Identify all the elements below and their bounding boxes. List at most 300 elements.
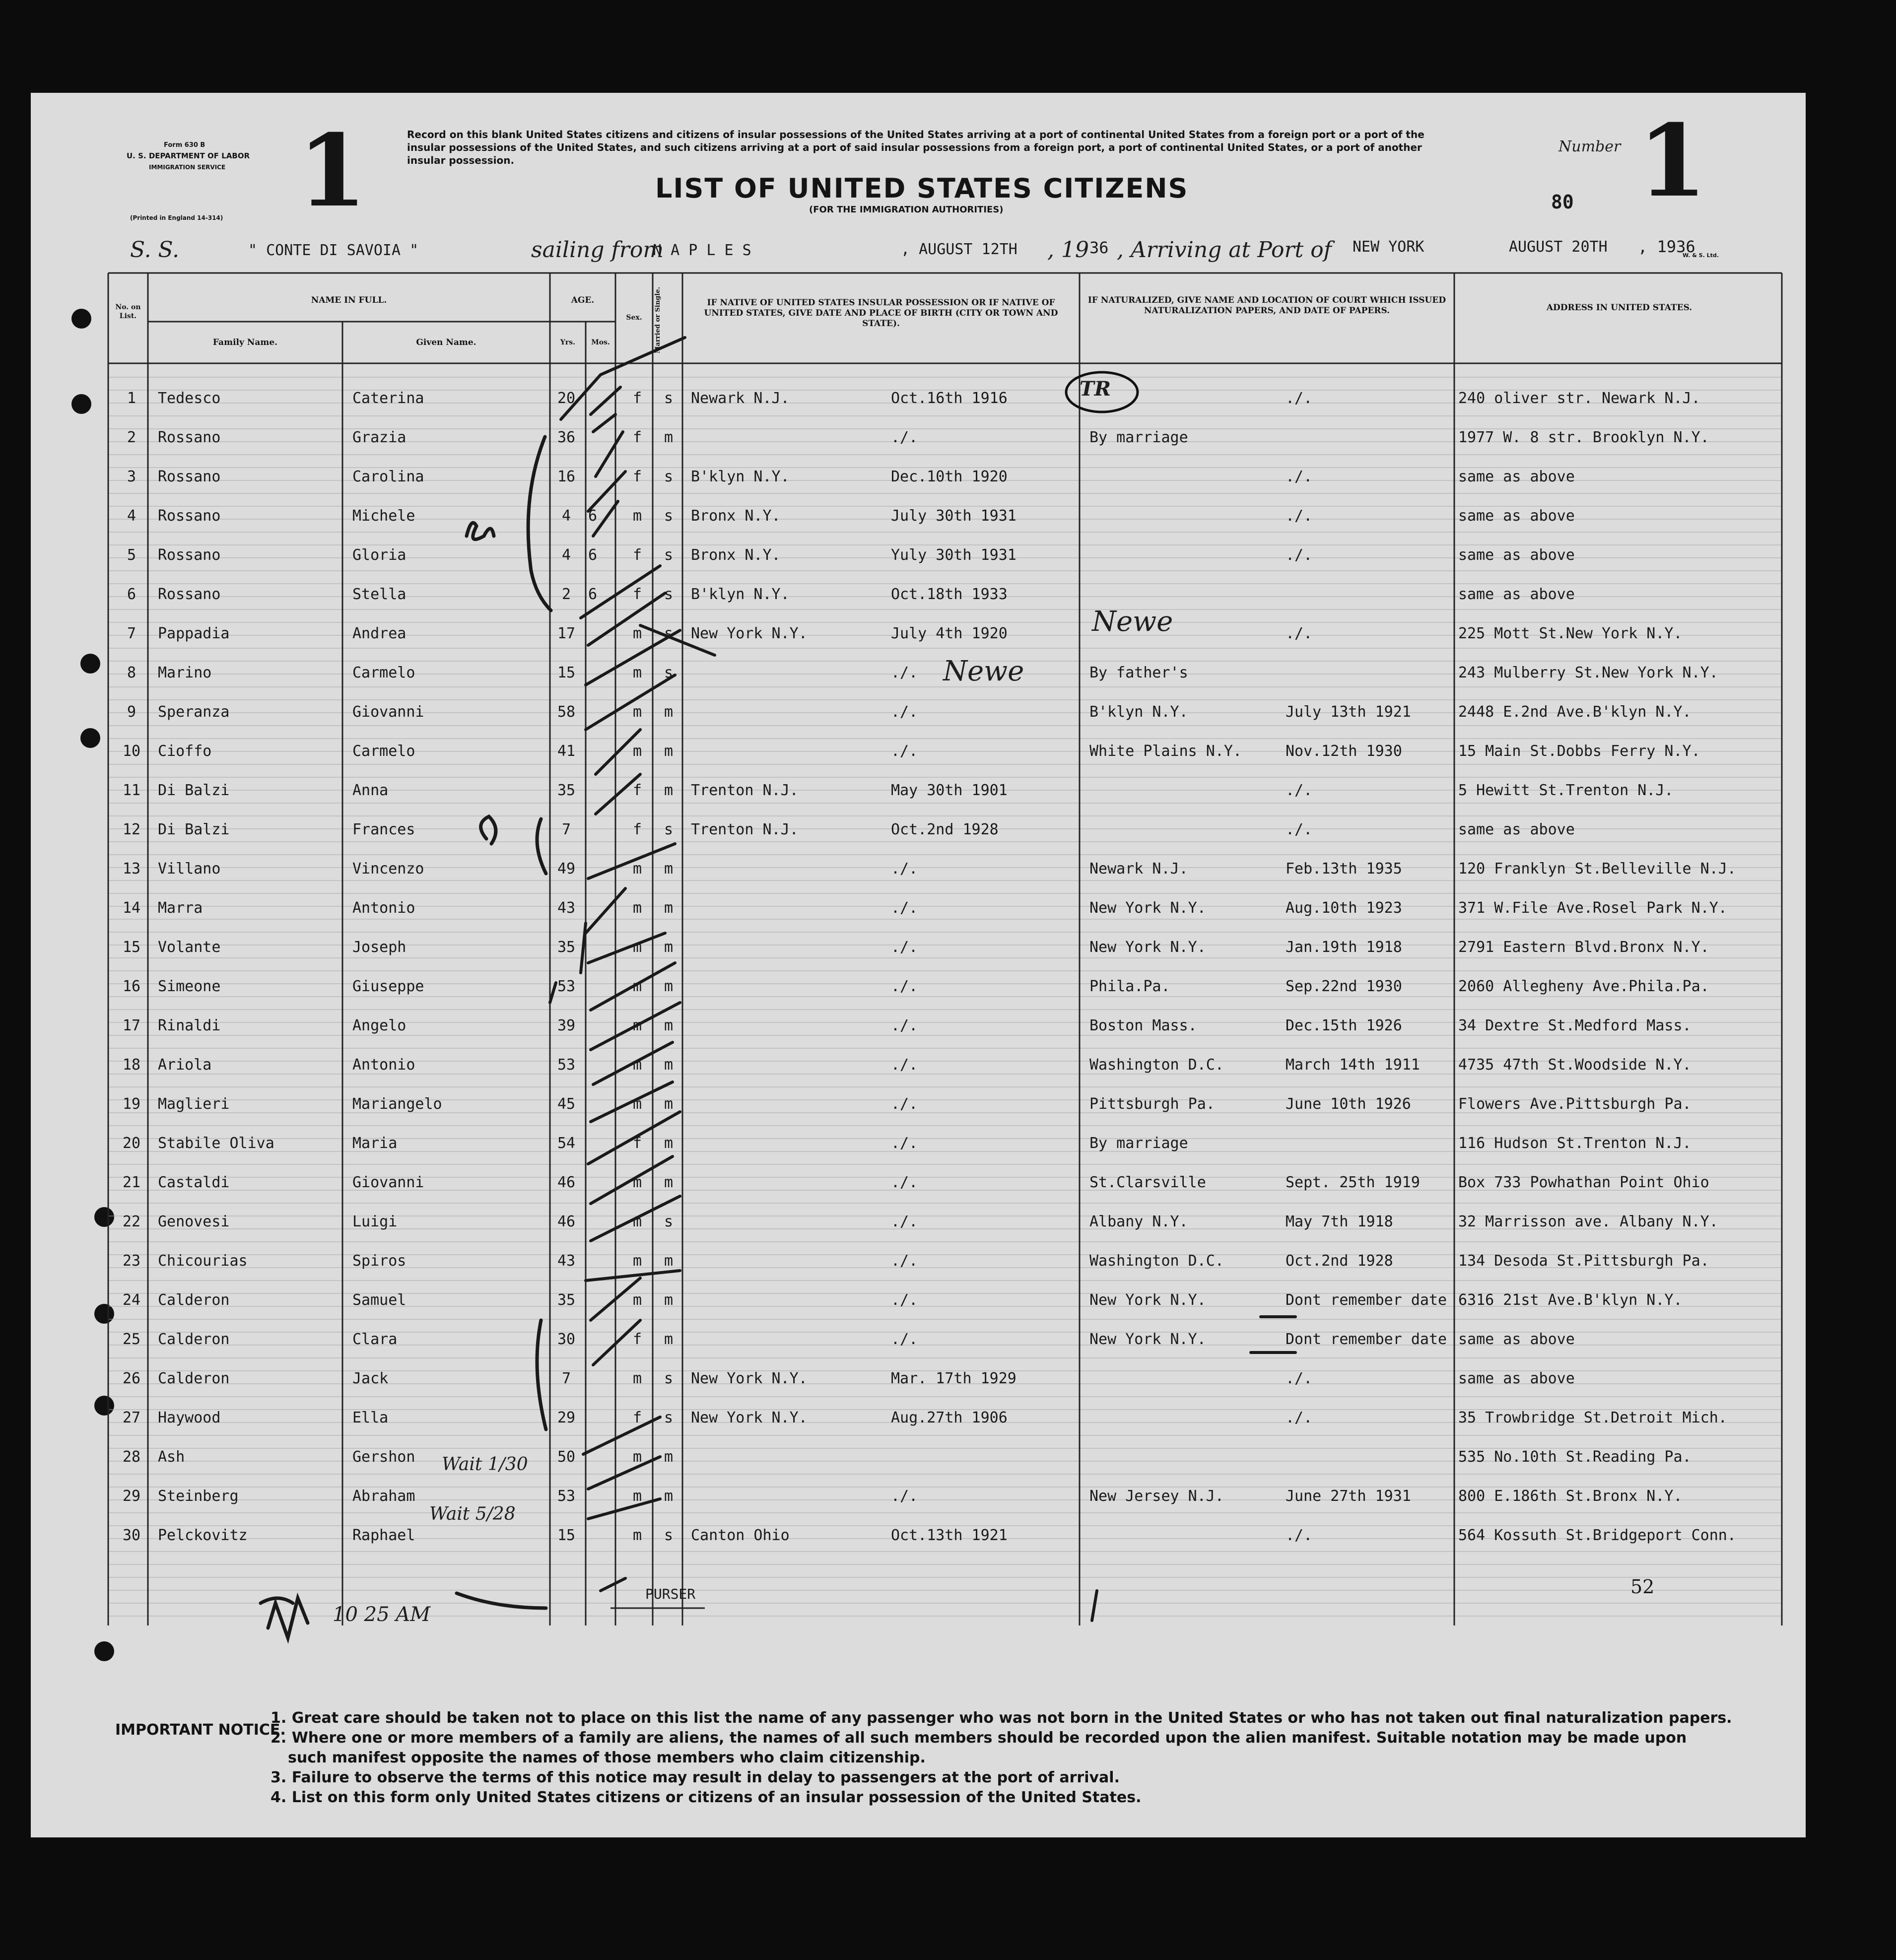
age-years: 4 [561, 507, 571, 525]
table-row [0, 1090, 1896, 1129]
us-address: Box 733 Powhathan Point Ohio [1458, 1174, 1709, 1191]
family-name: Rossano [158, 429, 221, 446]
age-months: 6 [588, 586, 598, 603]
sex: m [633, 860, 642, 878]
entry-number: 29 [122, 1487, 141, 1505]
sex: m [633, 939, 642, 956]
marital-status: m [664, 939, 674, 956]
birth-date: ./. [891, 703, 918, 721]
naturalization-court: By father's [1089, 664, 1188, 681]
naturalization-date: Nov.12th 1930 [1286, 743, 1402, 760]
time-annotation: 10 25 AM [333, 1603, 431, 1626]
marital-status: s [664, 586, 674, 603]
family-name: Ariola [158, 1056, 212, 1074]
family-name: Calderon [158, 1291, 230, 1309]
naturalization-court: Albany N.Y. [1089, 1213, 1188, 1230]
birth-date: ./. [891, 664, 918, 681]
naturalization-date: ./. [1286, 782, 1313, 799]
sex: m [633, 1527, 642, 1544]
entry-number: 23 [122, 1252, 141, 1270]
age-years: 53 [557, 1056, 576, 1074]
sex: m [633, 664, 642, 681]
given-name: Samuel [352, 1291, 406, 1309]
sex: m [633, 1017, 642, 1034]
marital-status: m [664, 860, 674, 878]
age-years: 35 [557, 939, 576, 956]
family-name: Speranza [158, 703, 230, 721]
family-name: Marra [158, 899, 203, 917]
naturalization-date: ./. [1286, 1409, 1313, 1426]
family-name: Di Balzi [158, 782, 230, 799]
birth-date: May 30th 1901 [891, 782, 1008, 799]
arrival-date: AUGUST 20TH [1509, 238, 1608, 256]
us-address: same as above [1458, 507, 1575, 525]
birth-place: B'klyn N.Y. [691, 468, 790, 485]
naturalization-court: By marriage [1089, 1135, 1188, 1152]
sex: f [633, 1331, 642, 1348]
sex: m [633, 743, 642, 760]
birth-place: Bronx N.Y. [691, 546, 781, 564]
marital-status: m [664, 1095, 674, 1113]
marital-status: s [664, 390, 674, 407]
number-small: 80 [1551, 191, 1574, 213]
entry-number: 8 [127, 664, 136, 681]
entry-number: 10 [122, 743, 141, 760]
naturalization-court: Washington D.C. [1089, 1056, 1224, 1074]
birth-date: ./. [891, 939, 918, 956]
us-address: 535 No.10th St.Reading Pa. [1458, 1448, 1692, 1466]
family-name: Di Balzi [158, 821, 230, 838]
entry-number: 6 [127, 586, 136, 603]
given-name: Clara [352, 1331, 398, 1348]
given-name: Joseph [352, 939, 406, 956]
notice-1: 1. Great care should be taken not to place on this list the name of any passenger who was not born in the United States or who has not taken out final naturalization papers. [271, 1709, 1732, 1727]
birth-date: ./. [891, 860, 918, 878]
header-age: AGE. [571, 295, 595, 305]
given-name: Maria [352, 1135, 398, 1152]
age-years: 7 [561, 1370, 571, 1387]
entry-number: 11 [122, 782, 141, 799]
record-instructions: Record on this blank United States citizens and citizens of insular possessions of the United States arriving at a port of continental United States from a foreign port or a port of the insular possessions of the United States, and such citizens arriving at a port of said insular possessions from a foreign port, a port of continental United States, or a port of another insular possession. [407, 129, 1424, 166]
us-address: 15 Main St.Dobbs Ferry N.Y. [1458, 743, 1700, 760]
entry-number: 25 [122, 1331, 141, 1348]
birth-place: New York N.Y. [691, 1370, 808, 1387]
age-years: 36 [557, 429, 576, 446]
marital-status: s [664, 821, 674, 838]
printed-note: (Printed in England 14-314) [130, 214, 223, 221]
sex: m [633, 1174, 642, 1191]
us-address: 564 Kossuth St.Bridgeport Conn. [1458, 1527, 1736, 1544]
table-row [0, 855, 1896, 894]
family-name: Genovesi [158, 1213, 230, 1230]
given-name: Caterina [352, 390, 424, 407]
naturalization-date: July 13th 1921 [1286, 703, 1411, 721]
printer-mark: W. & S. Ltd. [1683, 252, 1719, 259]
us-address: 1977 W. 8 str. Brooklyn N.Y. [1458, 429, 1709, 446]
family-name: Maglieri [158, 1095, 230, 1113]
marital-status: m [664, 782, 674, 799]
family-name: Chicourias [158, 1252, 248, 1270]
naturalization-date: June 27th 1931 [1286, 1487, 1411, 1505]
naturalization-date: ./. [1286, 507, 1313, 525]
naturalization-court: Phila.Pa. [1089, 978, 1170, 995]
marital-status: m [664, 1135, 674, 1152]
us-address: same as above [1458, 468, 1575, 485]
family-name: Cioffo [158, 743, 212, 760]
sex: f [633, 586, 642, 603]
family-name: Rossano [158, 507, 221, 525]
given-name: Grazia [352, 429, 406, 446]
birth-place: Newark N.J. [691, 390, 790, 407]
sex: m [633, 1291, 642, 1309]
sex: f [633, 1135, 642, 1152]
sex: f [633, 821, 642, 838]
birth-date: Dec.10th 1920 [891, 468, 1008, 485]
given-name: Mariangelo [352, 1095, 442, 1113]
naturalization-date: Dont remember date [1286, 1291, 1447, 1309]
big-number-right: 1 [1638, 103, 1707, 219]
entry-number: 18 [122, 1056, 141, 1074]
entry-number: 26 [122, 1370, 141, 1387]
entry-number: 24 [122, 1291, 141, 1309]
us-address: 134 Desoda St.Pittsburgh Pa. [1458, 1252, 1709, 1270]
age-years: 29 [557, 1409, 576, 1426]
table-row [0, 424, 1896, 463]
entry-number: 21 [122, 1174, 141, 1191]
us-address: Flowers Ave.Pittsburgh Pa. [1458, 1095, 1692, 1113]
naturalization-date: Sept. 25th 1919 [1286, 1174, 1420, 1191]
table-row [0, 1286, 1896, 1325]
entry-number: 5 [127, 546, 136, 564]
age-years: 4 [561, 546, 571, 564]
family-name: Rossano [158, 586, 221, 603]
naturalization-date: ./. [1286, 625, 1313, 642]
departure-date: , AUGUST 12TH [901, 241, 1017, 258]
given-name: Luigi [352, 1213, 398, 1230]
header-no: No. on List. [115, 303, 141, 320]
birth-date: ./. [891, 1017, 918, 1034]
sex: f [633, 546, 642, 564]
wait-annotation-1: Wait 1/30 [442, 1454, 528, 1475]
naturalization-date: Dont remember date [1286, 1331, 1447, 1348]
naturalization-date: ./. [1286, 1370, 1313, 1387]
marital-status: s [664, 664, 674, 681]
naturalization-date: June 10th 1926 [1286, 1095, 1411, 1113]
naturalization-court: Pittsburgh Pa. [1089, 1095, 1215, 1113]
entry-number: 14 [122, 899, 141, 917]
birth-date: ./. [891, 1291, 918, 1309]
notice-3: 3. Failure to observe the terms of this notice may result in delay to passengers at the port of arrival. [271, 1769, 1120, 1786]
birth-date: ./. [891, 1487, 918, 1505]
big-number-left: 1 [298, 113, 367, 229]
notice-title: IMPORTANT NOTICE. [115, 1721, 286, 1739]
given-name: Jack [352, 1370, 389, 1387]
naturalization-court: Boston Mass. [1089, 1017, 1197, 1034]
us-address: same as above [1458, 821, 1575, 838]
birth-date: Aug.27th 1906 [891, 1409, 1008, 1426]
us-address: 800 E.186th St.Bronx N.Y. [1458, 1487, 1683, 1505]
arrival-year: , 1936 [1638, 237, 1695, 256]
given-name: Giuseppe [352, 978, 424, 995]
given-name: Vincenzo [352, 860, 424, 878]
entry-number: 19 [122, 1095, 141, 1113]
family-name: Simeone [158, 978, 221, 995]
ss-label: S. S. [130, 237, 180, 263]
birth-date: Oct.13th 1921 [891, 1527, 1008, 1544]
sex: m [633, 507, 642, 525]
sex: f [633, 782, 642, 799]
entry-number: 17 [122, 1017, 141, 1034]
birth-place: Trenton N.J. [691, 782, 799, 799]
family-name: Haywood [158, 1409, 221, 1426]
marital-status: m [664, 703, 674, 721]
birth-place: New York N.Y. [691, 1409, 808, 1426]
age-years: 43 [557, 1252, 576, 1270]
us-address: 2448 E.2nd Ave.B'klyn N.Y. [1458, 703, 1692, 721]
birth-date: ./. [891, 978, 918, 995]
age-years: 54 [557, 1135, 576, 1152]
birth-date: ./. [891, 1252, 918, 1270]
us-address: 116 Hudson St.Trenton N.J. [1458, 1135, 1692, 1152]
naturalization-court: Newark N.J. [1089, 860, 1188, 878]
table-row [0, 1326, 1896, 1364]
header-family-name: Family Name. [212, 338, 278, 347]
birth-date: ./. [891, 1331, 918, 1348]
form-number: Form 630 B [164, 141, 205, 149]
given-name: Frances [352, 821, 415, 838]
age-months: 6 [588, 507, 598, 525]
entry-number: 22 [122, 1213, 141, 1230]
newe-annotation-2: Newe [943, 655, 1024, 687]
us-address: 5 Hewitt St.Trenton N.J. [1458, 782, 1674, 799]
given-name: Carolina [352, 468, 424, 485]
entry-number: 12 [122, 821, 141, 838]
naturalization-court: New York N.Y. [1089, 899, 1206, 917]
table-row [0, 385, 1896, 423]
sex: m [633, 703, 642, 721]
family-name: Volante [158, 939, 221, 956]
family-name: Pappadia [158, 625, 230, 642]
marital-status: s [664, 546, 674, 564]
us-address: 4735 47th St.Woodside N.Y. [1458, 1056, 1692, 1074]
table-row [0, 1365, 1896, 1404]
given-name: Anna [352, 782, 389, 799]
birth-date: Mar. 17th 1929 [891, 1370, 1016, 1387]
given-name: Gloria [352, 546, 406, 564]
age-years: 53 [557, 978, 576, 995]
age-months: 6 [588, 546, 598, 564]
birth-date: ./. [891, 1213, 918, 1230]
marital-status: m [664, 1448, 674, 1466]
family-name: Stabile Oliva [158, 1135, 274, 1152]
us-address: same as above [1458, 1370, 1575, 1387]
us-address: 243 Mulberry St.New York N.Y. [1458, 664, 1718, 681]
naturalization-court: B'klyn N.Y. [1089, 703, 1188, 721]
marital-status: m [664, 1017, 674, 1034]
naturalization-date: Sep.22nd 1930 [1286, 978, 1402, 995]
naturalization-date: Feb.13th 1935 [1286, 860, 1402, 878]
naturalization-date: ./. [1286, 468, 1313, 485]
entry-number: 2 [127, 429, 136, 446]
sex: m [633, 1213, 642, 1230]
family-name: Rossano [158, 468, 221, 485]
marital-status: m [664, 978, 674, 995]
age-years: 15 [557, 1527, 576, 1544]
table-row [0, 973, 1896, 1012]
wait-annotation-2: Wait 5/28 [429, 1504, 516, 1524]
us-address: 6316 21st Ave.B'klyn N.Y. [1458, 1291, 1683, 1309]
marital-status: s [664, 468, 674, 485]
us-address: 2060 Allegheny Ave.Phila.Pa. [1458, 978, 1709, 995]
table-row [0, 777, 1896, 815]
birth-date: ./. [891, 1174, 918, 1191]
table-row [0, 1051, 1896, 1090]
us-address: same as above [1458, 1331, 1575, 1348]
purser-label: PURSER [645, 1586, 696, 1602]
entry-number: 30 [122, 1527, 141, 1544]
header-naturalized: IF NATURALIZED, GIVE NAME AND LOCATION OF COURT WHICH ISSUED NATURALIZATION PAPERS, AND DATE OF PAPERS. [1087, 295, 1446, 316]
notice-4: 4. List on this form only United States citizens or citizens of an insular possession of the United States. [271, 1789, 1142, 1806]
given-name: Angelo [352, 1017, 406, 1034]
birth-date: July 30th 1931 [891, 507, 1016, 525]
given-name: Stella [352, 586, 406, 603]
given-name: Gershon [352, 1448, 415, 1466]
age-years: 41 [557, 743, 576, 760]
entry-number: 15 [122, 939, 141, 956]
age-years: 53 [557, 1487, 576, 1505]
table-row [0, 1012, 1896, 1051]
entry-number: 13 [122, 860, 141, 878]
entry-number: 16 [122, 978, 141, 995]
table-row [0, 502, 1896, 541]
table-row [0, 1522, 1896, 1560]
age-years: 2 [561, 586, 571, 603]
table-row [0, 934, 1896, 972]
notice-2-cont: such manifest opposite the names of those members who claim citizenship. [288, 1749, 926, 1766]
age-years: 16 [557, 468, 576, 485]
naturalization-court: New York N.Y. [1089, 939, 1206, 956]
family-name: Steinberg [158, 1487, 239, 1505]
entry-number: 27 [122, 1409, 141, 1426]
marital-status: s [664, 1527, 674, 1544]
entry-number: 7 [127, 625, 136, 642]
arrival-port: NEW YORK [1353, 238, 1424, 256]
sex: m [633, 1370, 642, 1387]
marital-status: s [664, 1370, 674, 1387]
table-row [0, 1208, 1896, 1247]
age-years: 49 [557, 860, 576, 878]
age-years: 15 [557, 664, 576, 681]
naturalization-date: ./. [1286, 821, 1313, 838]
table-row [0, 698, 1896, 737]
us-address: 371 W.File Ave.Rosel Park N.Y. [1458, 899, 1727, 917]
naturalization-date: Dec.15th 1926 [1286, 1017, 1402, 1034]
us-address: same as above [1458, 546, 1575, 564]
naturalization-court: By marriage [1089, 429, 1188, 446]
family-name: Calderon [158, 1331, 230, 1348]
age-years: 46 [557, 1213, 576, 1230]
birth-date: ./. [891, 743, 918, 760]
sex: m [633, 1252, 642, 1270]
given-name: Raphael [352, 1527, 415, 1544]
family-name: Ash [158, 1448, 185, 1466]
family-name: Rossano [158, 546, 221, 564]
table-row [0, 1130, 1896, 1168]
given-name: Antonio [352, 899, 415, 917]
entry-number: 1 [127, 390, 136, 407]
naturalization-date: May 7th 1918 [1286, 1213, 1393, 1230]
marital-status: m [664, 899, 674, 917]
family-name: Castaldi [158, 1174, 230, 1191]
us-address: 34 Dextre St.Medford Mass. [1458, 1017, 1692, 1034]
page-title: LIST OF UNITED STATES CITIZENS [655, 173, 1189, 204]
sex: f [633, 429, 642, 446]
birth-date: ./. [891, 1056, 918, 1074]
table-row [0, 463, 1896, 502]
family-name: Marino [158, 664, 212, 681]
table-row [0, 581, 1896, 619]
age-years: 20 [557, 390, 576, 407]
sex: f [633, 390, 642, 407]
age-years: 7 [561, 821, 571, 838]
naturalization-date: Oct.2nd 1928 [1286, 1252, 1393, 1270]
newe-annotation-1: Newe [1092, 606, 1173, 638]
header-mos: Mos. [591, 338, 610, 346]
birth-date: ./. [891, 429, 918, 446]
marital-status: s [664, 625, 674, 642]
us-address: same as above [1458, 586, 1575, 603]
birth-place: Bronx N.Y. [691, 507, 781, 525]
naturalization-court: New Jersey N.J. [1089, 1487, 1224, 1505]
table-row [0, 816, 1896, 855]
birth-date: Oct.18th 1933 [891, 586, 1008, 603]
marital-status: m [664, 1331, 674, 1348]
us-address: 2791 Eastern Blvd.Bronx N.Y. [1458, 939, 1709, 956]
given-name: Andrea [352, 625, 406, 642]
naturalization-date: ./. [1286, 1527, 1313, 1544]
age-years: 58 [557, 703, 576, 721]
sex: m [633, 1056, 642, 1074]
table-row [0, 1443, 1896, 1482]
marital-status: m [664, 1252, 674, 1270]
department-label: U. S. DEPARTMENT OF LABOR [127, 151, 250, 160]
age-years: 43 [557, 899, 576, 917]
us-address: 120 Franklyn St.Belleville N.J. [1458, 860, 1736, 878]
table-row [0, 738, 1896, 776]
header-address: ADDRESS IN UNITED STATES. [1546, 303, 1693, 313]
sex: m [633, 625, 642, 642]
service-label: IMMIGRATION SERVICE [149, 164, 226, 171]
year-prefix: , 19 [1047, 237, 1089, 263]
birth-date: Oct.2nd 1928 [891, 821, 999, 838]
given-name: Carmelo [352, 664, 415, 681]
birth-place: B'klyn N.Y. [691, 586, 790, 603]
age-years: 50 [557, 1448, 576, 1466]
page-number: 52 [1630, 1576, 1655, 1598]
age-years: 17 [557, 625, 576, 642]
table-row [0, 1404, 1896, 1443]
given-name: Giovanni [352, 703, 424, 721]
birth-date: ./. [891, 899, 918, 917]
age-years: 45 [557, 1095, 576, 1113]
table-row [0, 894, 1896, 933]
tr-annotation: TR [1080, 377, 1111, 401]
naturalization-court: Washington D.C. [1089, 1252, 1224, 1270]
entry-number: 20 [122, 1135, 141, 1152]
age-years: 30 [557, 1331, 576, 1348]
family-name: Pelckovitz [158, 1527, 248, 1544]
marital-status: m [664, 1056, 674, 1074]
